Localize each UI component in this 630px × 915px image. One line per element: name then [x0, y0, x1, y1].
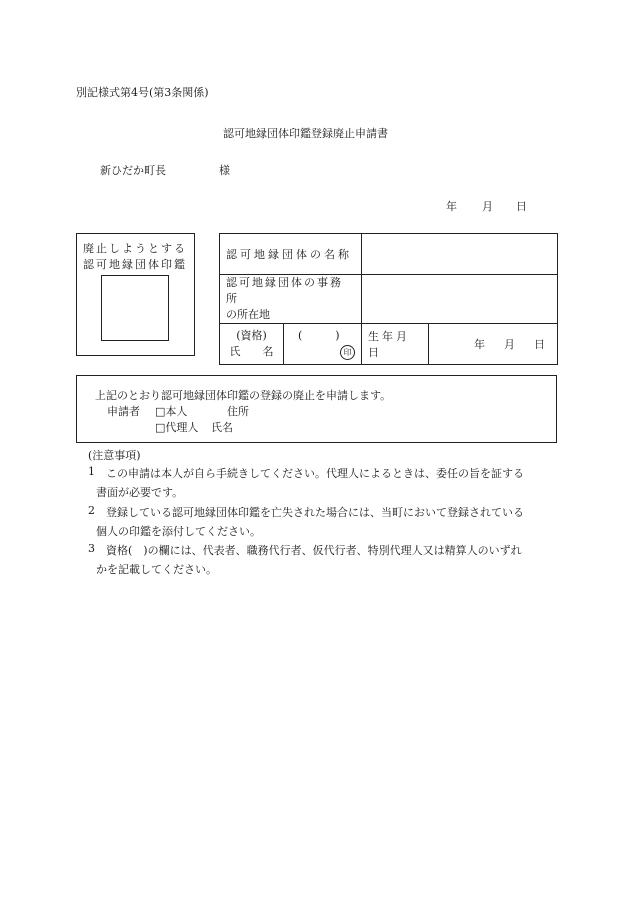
notes-heading: (注意事項): [88, 449, 141, 462]
note-1-line2: 書面が必要です。: [96, 486, 184, 499]
application-box: [76, 375, 557, 443]
note-3-line1: 資格( )の欄には、代表者、職務代行者、仮代行者、特別代理人又は精算人のいずれ: [106, 544, 522, 557]
applicant-name-label: 氏名: [211, 421, 233, 434]
office-location-label: [220, 275, 362, 324]
name-label: 氏 名: [229, 345, 274, 358]
birthdate-field[interactable]: [429, 324, 558, 365]
date-day: 日: [516, 200, 527, 213]
note-1-line1: この申請は本人が自ら手続きしてください。代理人によるときは、委任の旨を証する: [106, 467, 524, 480]
addressee-name: 新ひだか町長: [100, 164, 166, 177]
qualification-name-field[interactable]: [284, 324, 362, 365]
applicant-label: 申請者: [107, 405, 140, 418]
qualification-paren: ( ): [298, 329, 340, 342]
note-3-line2: かを記載してください。: [96, 563, 217, 576]
note-2-line1: 登録している認可地縁団体印鑑を亡失された場合には、当町において登録されている: [106, 506, 524, 519]
info-table: [219, 233, 558, 365]
org-name-field[interactable]: [362, 234, 558, 275]
date-year: 年: [446, 200, 457, 213]
form-title: 認可地縁団体印鑑登録廃止申請書: [223, 127, 388, 140]
note-1-number: 1: [88, 465, 95, 478]
addressee-honorific: 様: [219, 164, 230, 177]
birthdate-label: 生年月日: [362, 324, 429, 365]
seal-box: [76, 233, 195, 356]
self-checkbox[interactable]: □本人: [155, 405, 188, 418]
proxy-checkbox[interactable]: □代理人: [155, 421, 199, 434]
note-3-number: 3: [88, 542, 95, 555]
note-2-line2: 個人の印鑑を添付してください。: [96, 525, 261, 538]
form-number: 別記様式第4号(第3条関係): [76, 86, 209, 99]
qualification-name-label: [220, 324, 284, 365]
qualification-label: (資格): [236, 329, 267, 342]
seal-box-label-line1: 廃止しようとする: [83, 242, 187, 255]
address-label: 住所: [227, 405, 249, 418]
office-location-field[interactable]: [362, 275, 558, 324]
date-month: 月: [482, 200, 493, 213]
office-label-line1: 認可地縁団体の事務所: [226, 276, 343, 305]
seal-impression-area[interactable]: [101, 275, 169, 341]
seal-mark-icon: 印: [340, 345, 355, 360]
office-label-line2: の所在地: [226, 308, 270, 321]
note-2-number: 2: [88, 504, 95, 517]
org-name-label: 認可地縁団体の名称: [220, 234, 362, 275]
birthdate-value: 年 月 日: [474, 338, 549, 351]
application-statement: 上記のとおり認可地縁団体印鑑の登録の廃止を申請します。: [95, 389, 392, 402]
seal-box-label-line2: 認可地縁団体印鑑: [83, 258, 187, 271]
